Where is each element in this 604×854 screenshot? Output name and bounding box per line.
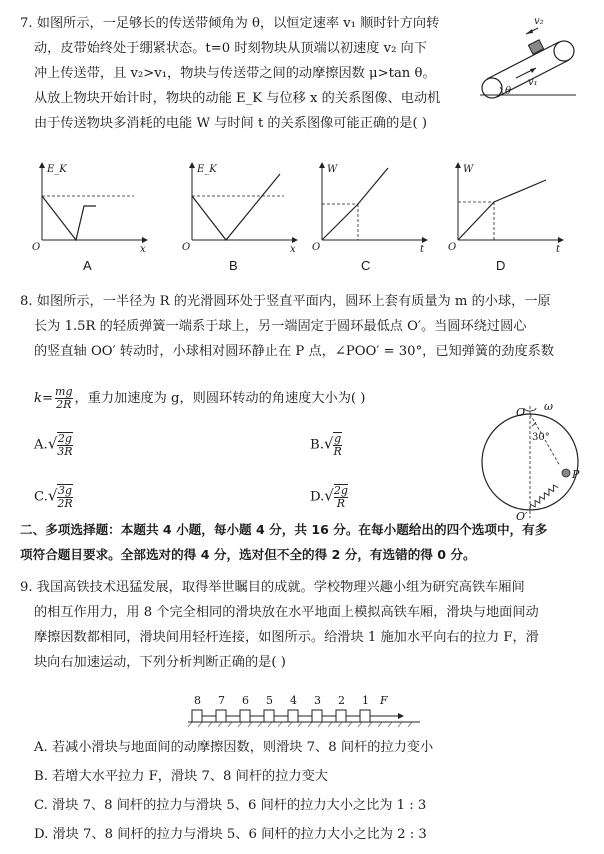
graph-b-ylabel: E_K xyxy=(197,164,217,175)
q9-option-a[interactable]: A. 若减小滑块与地面间的动摩擦因数，则滑块 7、8 间杆的拉力变小 xyxy=(34,740,434,755)
graph-d-xlabel: t xyxy=(556,244,561,255)
graph-d-ylabel: W xyxy=(463,164,474,175)
q8-option-a[interactable]: A.√ $\frac{2g}{3R}$ xyxy=(34,432,73,458)
block-7-label: 7 xyxy=(218,694,225,707)
q8-option-c[interactable]: C.√ $\frac{3g}{2R}$ xyxy=(34,484,73,510)
conveyor-belt-figure xyxy=(476,12,586,107)
graph-b-origin: O xyxy=(182,242,191,253)
graph-a-origin: O xyxy=(32,242,41,253)
block-1-label: 1 xyxy=(362,694,369,707)
graph-c-ylabel: W xyxy=(327,164,338,175)
block-8-label: 8 xyxy=(194,694,201,707)
q8-line-2: 长为 1.5R 的轻质弹簧一端系于球上，另一端固定于圆环最低点 O′。当圆环绕过圆心 xyxy=(34,319,527,334)
blocks-figure xyxy=(188,680,428,728)
section-2-line-1: 二、多项选择题：本题共 4 小题，每小题 4 分，共 16 分。在每小题给出的四个选项中，有多 xyxy=(20,522,548,537)
q9-line-3: 摩擦因数都相同，滑块间用轻杆连接，如图所示。给滑块 1 施加水平向右的拉力 F，滑 xyxy=(34,630,539,645)
q9-line-1: 9. 我国高铁技术迅猛发展，取得举世瞩目的成就。学校物理兴趣小组为研究高铁车厢间 xyxy=(20,580,525,595)
caption-a: A xyxy=(83,258,92,273)
ring-angle-label: 30° xyxy=(532,432,550,443)
q7-line-5: 由于传送物块多消耗的电能 W 与时间 t 的关系图像可能正确的是( ) xyxy=(34,116,427,131)
q7-line-4: 从放上物块开始计时，物块的动能 E_K 与位移 x 的关系图像、电动机 xyxy=(34,91,441,106)
ring-figure xyxy=(478,400,588,522)
q9-line-2: 的相互作用力，用 8 个完全相同的滑块放在水平地面上模拟高铁车厢，滑块与地面间动 xyxy=(34,605,539,620)
caption-b: B xyxy=(229,258,238,273)
section-2-line-2: 项符合题目要求。全部选对的得 4 分，选对但不全的得 2 分，有选错的得 0 分。 xyxy=(20,547,476,562)
block-5-label: 5 xyxy=(266,694,273,707)
q8-line-3: 的竖直轴 OO′ 转动时，小球相对圆环静止在 P 点，∠POO′ = 30°，已知弹簧的劲度系数 xyxy=(34,344,555,359)
q8-k-formula: k= $\frac{mg}{2R}$ ，重力加速度为 g，则圆环转动的角速度大小为( ) xyxy=(34,385,366,411)
block-2-label: 2 xyxy=(338,694,345,707)
block-4-label: 4 xyxy=(290,694,297,707)
block-6-label: 6 xyxy=(242,694,249,707)
q8-line-1: 8. 如图所示，一半径为 R 的光滑圆环处于竖直平面内，圆环上套有质量为 m 的小球，一原 xyxy=(20,294,551,309)
graph-a xyxy=(30,160,150,255)
v2-label: v₂ xyxy=(534,16,544,27)
theta-label: θ xyxy=(505,86,512,97)
ring-omega-label: ω xyxy=(544,400,553,413)
caption-d: D xyxy=(496,258,506,273)
q9-option-c[interactable]: C. 滑块 7、8 间杆的拉力与滑块 5、6 间杆的拉力大小之比为 1 : 3 xyxy=(34,798,427,813)
q8-option-b[interactable]: B.√ $\frac{g}{R}$ xyxy=(310,432,342,458)
q8-option-d[interactable]: D.√ $\frac{2g}{R}$ xyxy=(310,484,348,510)
q7-line-3: 冲上传送带，且 v₂>v₁，物块与传送带之间的动摩擦因数 μ>tan θ。 xyxy=(34,66,436,81)
q7-line-1: 7. 如图所示，一足够长的传送带倾角为 θ，以恒定速率 v₁ 顺时针方向转 xyxy=(20,16,440,31)
v1-label: v₁ xyxy=(528,77,538,88)
graph-a-ylabel: E_K xyxy=(47,164,67,175)
force-f-label: F xyxy=(380,694,388,707)
q9-option-b[interactable]: B. 若增大水平拉力 F，滑块 7、8 间杆的拉力变大 xyxy=(34,769,328,784)
graph-a-xlabel: x xyxy=(140,244,146,255)
graph-b xyxy=(180,160,300,255)
q9-line-4: 块向右加速运动，下列分析判断正确的是( ) xyxy=(34,655,286,670)
graph-c-xlabel: t xyxy=(420,244,425,255)
graph-c xyxy=(310,160,430,255)
ring-p-label: P xyxy=(572,468,580,481)
graph-b-xlabel: x xyxy=(290,244,296,255)
graph-d-origin: O xyxy=(448,242,457,253)
q7-line-2: 动，皮带始终处于绷紧状态。t=0 时刻物块从顶端以初速度 v₂ 向下 xyxy=(34,41,427,56)
graph-c-origin: O xyxy=(312,242,321,253)
block-3-label: 3 xyxy=(314,694,321,707)
graph-d xyxy=(446,160,566,255)
caption-c: C xyxy=(361,258,371,273)
ring-oprime-label: O′ xyxy=(516,510,528,523)
q9-option-d[interactable]: D. 滑块 7、8 间杆的拉力与滑块 5、6 间杆的拉力大小之比为 2 : 3 xyxy=(34,827,427,842)
ring-o-label: O xyxy=(516,406,526,419)
